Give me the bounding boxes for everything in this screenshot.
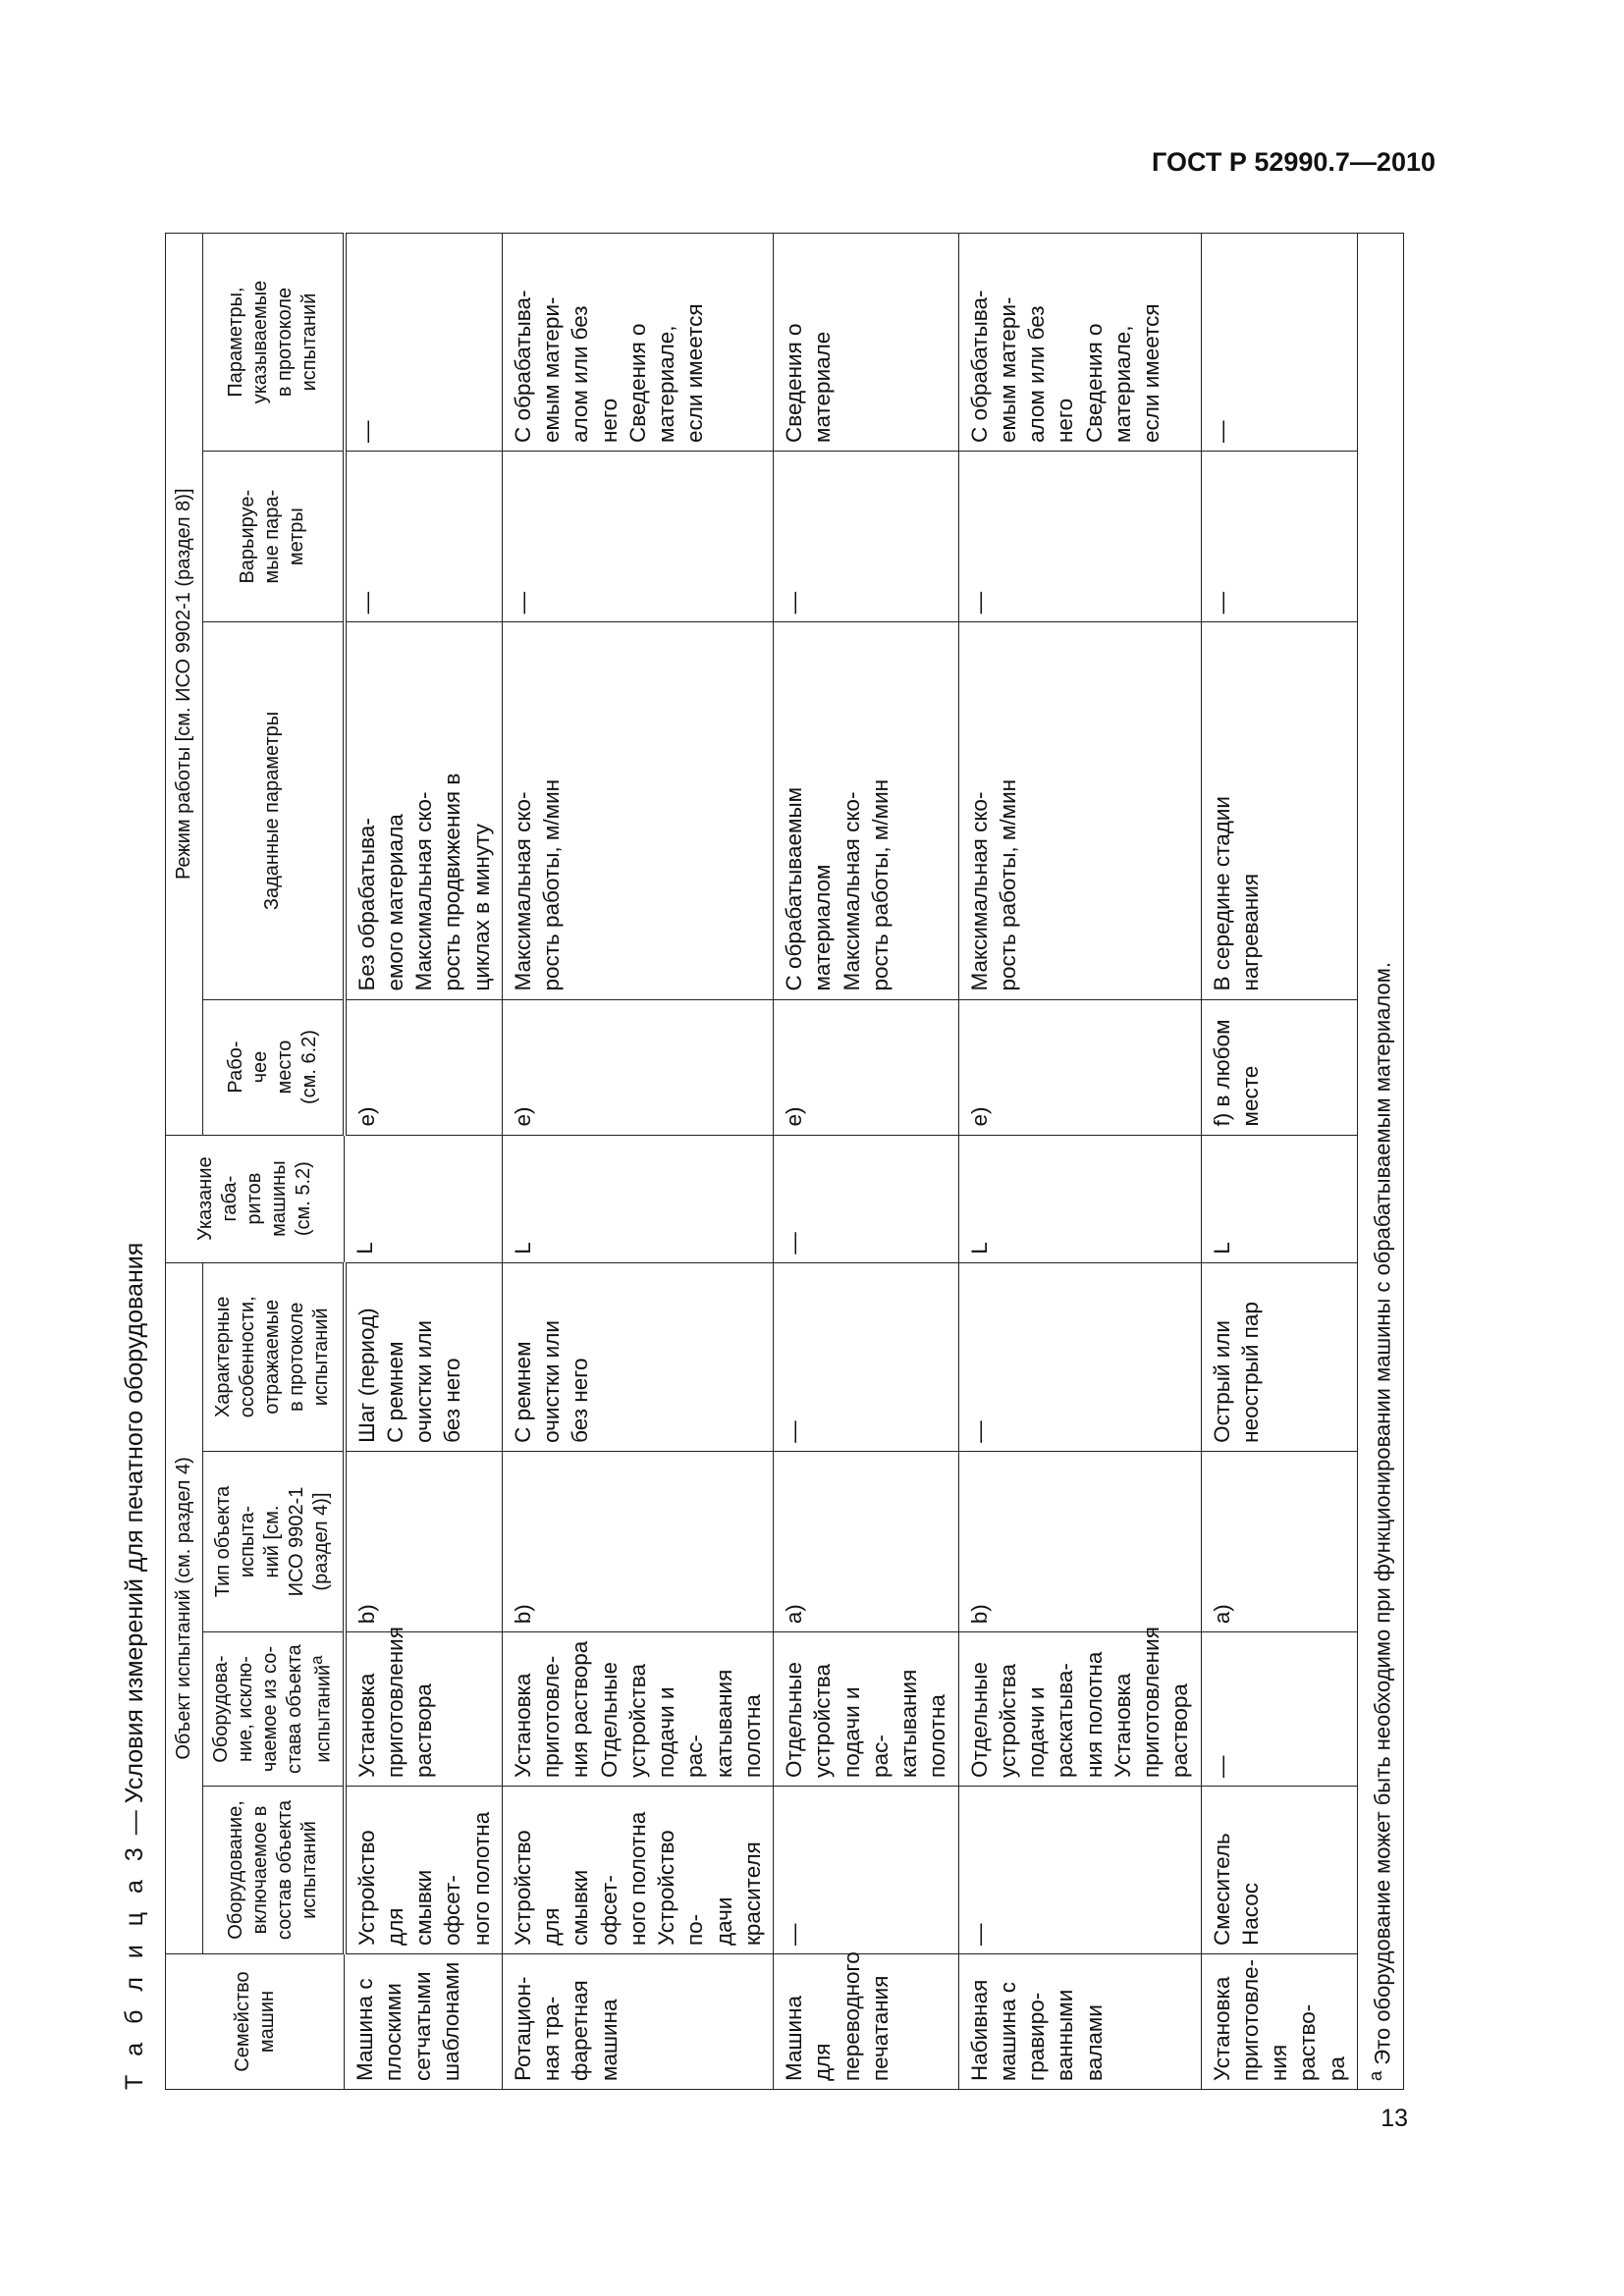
cell-line: Устройство для [353, 1830, 407, 1947]
cell-workplace: e) [958, 999, 1201, 1135]
cell-line: Установка [353, 1673, 379, 1778]
cell-line: Варьируе- [237, 489, 259, 584]
cell-line: Отдельные [596, 1662, 622, 1778]
col-header-report-params [203, 234, 345, 452]
cell-workplace: e) [345, 999, 503, 1135]
cell-set-params [502, 622, 773, 999]
cell-type: b) [345, 1451, 503, 1631]
cell-excluded [1201, 1632, 1357, 1787]
cell-line: Шаг (период) [353, 1308, 379, 1443]
cell-line: емым матери- [995, 296, 1020, 443]
cell-line: если имеется [1139, 303, 1164, 443]
cell-var-params: — [345, 452, 503, 622]
cell-line: него [596, 398, 622, 443]
cell-line: Характерные [212, 1296, 235, 1418]
cell-line: Насос [1237, 1883, 1263, 1947]
table-row [774, 234, 959, 2090]
cell-line: Сведения о [782, 323, 807, 443]
cell-line: в протоколе [273, 287, 296, 398]
cell-line: Максимальная ско- [411, 791, 437, 991]
cell-line: габа- [219, 1175, 242, 1222]
cell-line: — [966, 1420, 992, 1443]
cell-set-params [774, 622, 959, 999]
cell-line: печатания [867, 1975, 893, 2081]
cell-features [345, 1262, 503, 1451]
cell-line: испытаний [298, 1821, 320, 1919]
group-header-operation-mode: Режим работы [см. ИСО 9902-1 (раздел 8)] [166, 234, 203, 1136]
cell-line: если имеется [682, 303, 708, 443]
cell-line: — [1209, 420, 1234, 443]
cell-dims: L [502, 1135, 773, 1262]
cell-line: Отдельные [966, 1662, 992, 1778]
cell-included [502, 1786, 773, 1953]
cell-line: става объекта [284, 1644, 305, 1774]
cell-workplace: f) в любом месте [1201, 999, 1357, 1135]
col-header-excluded [203, 1632, 345, 1787]
measurement-conditions-table [165, 233, 1404, 2090]
cell-line: ния раствора [568, 1640, 593, 1778]
cell-line: ния полотна [1081, 1651, 1107, 1778]
cell-included [774, 1786, 959, 1953]
cell-line: ние, исклю- [235, 1656, 256, 1763]
cell-line: Параметры, [224, 287, 246, 398]
cell-line: испытаний [310, 1308, 333, 1407]
cell-line: машины [268, 1160, 291, 1237]
cell-features [958, 1262, 1201, 1451]
footnote-text: Это оборудование может быть необходимо при функционировании машины с обрабатываемым материалом. [1370, 962, 1395, 2065]
cell-line: ния раство- [1267, 2003, 1321, 2081]
cell-line: фаретная [568, 1980, 593, 2081]
cell-line: раствора [1167, 1683, 1193, 1778]
cell-line: машина [596, 1999, 622, 2081]
cell-line: Набивная [966, 1979, 992, 2081]
cell-line: материале, [654, 325, 679, 443]
cell-line: неострый пар [1237, 1302, 1263, 1443]
table-caption-label: Т а б л и ц а 3 [121, 1842, 148, 2090]
cell-line: Устройство для [510, 1830, 565, 1947]
cell-line: Острый или [1209, 1320, 1234, 1443]
table-body [345, 234, 1358, 2090]
cell-var-params: — [774, 452, 959, 622]
cell-dims: L [1201, 1135, 1357, 1262]
cell-line: мые пара- [261, 489, 284, 584]
cell-line: алом или без [568, 305, 593, 443]
group-header-test-object: Объект испытаний (см. раздел 4) [166, 1262, 203, 1953]
cell-line: него [1053, 398, 1078, 443]
cell-line: катывания [711, 1669, 736, 1778]
cell-line: указываемые [248, 280, 271, 404]
cell-line: раствора [411, 1683, 437, 1778]
cell-line: включаемое в [248, 1805, 271, 1935]
table-row [345, 234, 503, 2090]
cell-line: Максимальная ско- [839, 791, 864, 991]
cell-dims: L [958, 1135, 1201, 1262]
cell-line: Заданные параметры [261, 711, 284, 911]
rotated-table-block [110, 225, 1395, 2090]
cell-excluded [502, 1632, 773, 1787]
cell-line: метры [286, 507, 308, 566]
cell-line: рость работы, м/мин [995, 778, 1020, 991]
cell-line: шаблонами [438, 1961, 463, 2081]
cell-var-params: — [1201, 452, 1357, 622]
cell-line: сетчатыми [409, 1971, 435, 2081]
col-header-dims [166, 1135, 345, 1262]
cell-line: Сведения о [624, 323, 650, 443]
cell-line: Указание [194, 1156, 217, 1241]
cell-line: С ремнем [382, 1341, 407, 1443]
cell-line: Установка [1110, 1673, 1135, 1778]
col-header-features [203, 1262, 345, 1451]
col-header-var-params [203, 452, 345, 622]
cell-line: Максимальная ско- [510, 791, 535, 991]
cell-line: ИСО 9902-1 [286, 1486, 308, 1597]
cell-line: Тип объекта [212, 1485, 235, 1598]
cell-family [774, 1951, 959, 2090]
cell-line: полотна [739, 1694, 765, 1778]
cell-line: валами [1081, 2004, 1107, 2081]
cell-line: материалом [810, 864, 836, 991]
cell-line: раскатыва- [1053, 1663, 1078, 1778]
cell-excluded [345, 1627, 503, 1787]
cell-line: ная тра- [539, 1996, 565, 2081]
cell-set-params [958, 622, 1201, 999]
col-header-type [203, 1451, 345, 1631]
cell-line: — [1209, 1755, 1234, 1778]
cell-type: b) [502, 1451, 773, 1631]
table-caption-title: — Условия измерений для печатного оборудования [121, 1242, 148, 1836]
cell-line: С ремнем [510, 1341, 535, 1443]
cell-line: гравиро- [1024, 1992, 1050, 2081]
cell-features [774, 1262, 959, 1451]
footnote-ref: a [307, 1655, 326, 1665]
cell-line: Смеситель [1209, 1833, 1234, 1947]
cell-line: (см. 6.2) [298, 1030, 320, 1105]
cell-line: Машина с [352, 1978, 378, 2081]
cell-line: Оборудование, [224, 1800, 246, 1940]
cell-var-params: — [958, 452, 1201, 622]
cell-report-params [502, 234, 773, 452]
cell-included [958, 1786, 1201, 1953]
cell-line: устройства [995, 1664, 1020, 1778]
cell-family [958, 1954, 1201, 2090]
cell-line: чаемое из со- [259, 1646, 281, 1773]
cell-line: Семейство [231, 1971, 253, 2072]
table-row [958, 234, 1201, 2090]
cell-line: — [782, 1923, 807, 1947]
cell-var-params: — [502, 452, 773, 622]
table-row [1201, 234, 1357, 2090]
cell-line: подачи и [1024, 1686, 1050, 1778]
cell-line: Сведения о [1081, 323, 1107, 443]
page-number: 13 [1380, 2105, 1408, 2132]
cell-line: Отдельные [782, 1662, 807, 1778]
cell-line: смывки офсет- [568, 1869, 622, 1947]
cell-line: Максимальная ско- [966, 791, 992, 991]
cell-report-params [958, 234, 1201, 452]
cell-workplace: e) [502, 999, 773, 1135]
cell-line: (см. 5.2) [293, 1161, 315, 1237]
cell-line: приготовле- [539, 1655, 565, 1778]
cell-line: состав объекта [273, 1799, 296, 1941]
cell-line: С обрабатыва- [510, 290, 535, 443]
cell-line: катывания [896, 1669, 922, 1778]
cell-line: материале, [1110, 325, 1135, 443]
cell-report-params [1201, 234, 1357, 452]
cell-line: алом или без [1024, 305, 1050, 443]
col-header-family [166, 1954, 345, 2090]
cell-set-params [345, 622, 503, 999]
cell-report-params [345, 234, 503, 452]
cell-features [502, 1262, 773, 1451]
cell-line: — [353, 420, 379, 443]
cell-report-params [774, 234, 959, 452]
cell-included [1201, 1786, 1357, 1953]
cell-line: очистки или [411, 1320, 437, 1443]
cell-line: очистки или [539, 1320, 565, 1443]
table-row [502, 234, 773, 2090]
cell-line: Установка [1209, 1976, 1234, 2081]
cell-line: Оборудова- [210, 1655, 232, 1763]
cell-line: приготовле- [1237, 1958, 1263, 2081]
cell-dims: L [345, 1135, 503, 1262]
cell-line: полотна [925, 1694, 950, 1778]
cell-set-params [1201, 622, 1357, 999]
cell-line: емым матери- [539, 296, 565, 443]
cell-line: плоскими [381, 1983, 406, 2081]
cell-line: особенности, [237, 1296, 259, 1418]
cell-line: подачи и рас- [654, 1686, 708, 1778]
cell-included [345, 1786, 503, 1953]
cell-line: дачи красителя [711, 1842, 765, 1947]
cell-line: рость работы, м/мин [539, 778, 565, 991]
cell-line: без него [568, 1358, 593, 1443]
cell-line: Машина для [782, 1995, 836, 2081]
cell-line: машина с [995, 1981, 1020, 2081]
col-header-set-params [203, 622, 345, 999]
cell-line: Без обрабатыва- [353, 818, 379, 991]
cell-line: смывки офсет- [411, 1869, 465, 1947]
cell-line: испытаний [298, 293, 320, 392]
col-header-included [203, 1786, 345, 1953]
cell-line: ритов [244, 1172, 266, 1225]
cell-line: устройства [810, 1664, 836, 1778]
footnote-mark: a [1364, 2070, 1385, 2081]
cell-line: в протоколе [286, 1302, 308, 1412]
cell-excluded [774, 1632, 959, 1787]
cell-line: рость продвижения в [440, 773, 465, 991]
cell-line: Устройство по- [654, 1830, 708, 1947]
cell-line: устройства [624, 1664, 650, 1778]
cell-line: (раздел 4)] [310, 1492, 333, 1591]
cell-dims: — [774, 1135, 959, 1262]
cell-line: — [966, 1923, 992, 1947]
cell-line: приготовления [1139, 1627, 1164, 1778]
cell-line: Рабо- [224, 1041, 246, 1094]
cell-line: С обрабатываемым [782, 786, 807, 991]
cell-line: место [273, 1040, 296, 1095]
cell-line: емого материала [382, 814, 407, 991]
cell-line: испыта- [237, 1505, 259, 1578]
cell-line: С обрабатыва- [966, 290, 992, 443]
cell-line: ра [1324, 2056, 1349, 2081]
cell-line: подачи и рас- [839, 1686, 893, 1778]
cell-family [502, 1954, 773, 2090]
cell-line: ного полотна [624, 1811, 650, 1947]
cell-type: a) [1201, 1451, 1357, 1631]
cell-line: отражаемые [261, 1299, 284, 1415]
cell-excluded [958, 1627, 1201, 1787]
cell-line: приготовления [382, 1627, 407, 1778]
cell-line: материале [810, 331, 836, 443]
cell-type: b) [958, 1451, 1201, 1631]
cell-line: ний [см. [261, 1505, 284, 1578]
table-caption [110, 1243, 159, 2090]
cell-family [1201, 1954, 1357, 2090]
col-header-workplace [203, 999, 345, 1135]
cell-workplace: e) [774, 999, 959, 1135]
cell-line: ванными [1053, 1989, 1078, 2081]
cell-line: В середине стадии [1209, 796, 1234, 991]
cell-line: переводного [839, 1951, 864, 2081]
document-code: ГОСТ Р 52990.7—2010 [1152, 147, 1435, 177]
cell-line: без него [440, 1358, 465, 1443]
cell-line: нагревания [1237, 873, 1263, 991]
cell-family [345, 1954, 503, 2090]
table-footnote [1357, 234, 1403, 2090]
footnote-row [1357, 234, 1403, 2090]
group-header-row [166, 234, 203, 2090]
cell-features [1201, 1262, 1357, 1451]
cell-line: рость работы, м/мин [867, 778, 893, 991]
cell-line: машин [255, 1990, 278, 2054]
cell-line: циклах в минуту [468, 824, 494, 991]
cell-line: испытаний$^a$ [307, 1655, 335, 1763]
cell-line: чее [248, 1050, 271, 1084]
cell-line: Ротацион- [510, 1976, 535, 2081]
cell-line: ного полотна [468, 1811, 494, 1947]
cell-type: a) [774, 1451, 959, 1631]
cell-line: — [782, 1420, 807, 1443]
cell-line: Установка [510, 1673, 535, 1778]
